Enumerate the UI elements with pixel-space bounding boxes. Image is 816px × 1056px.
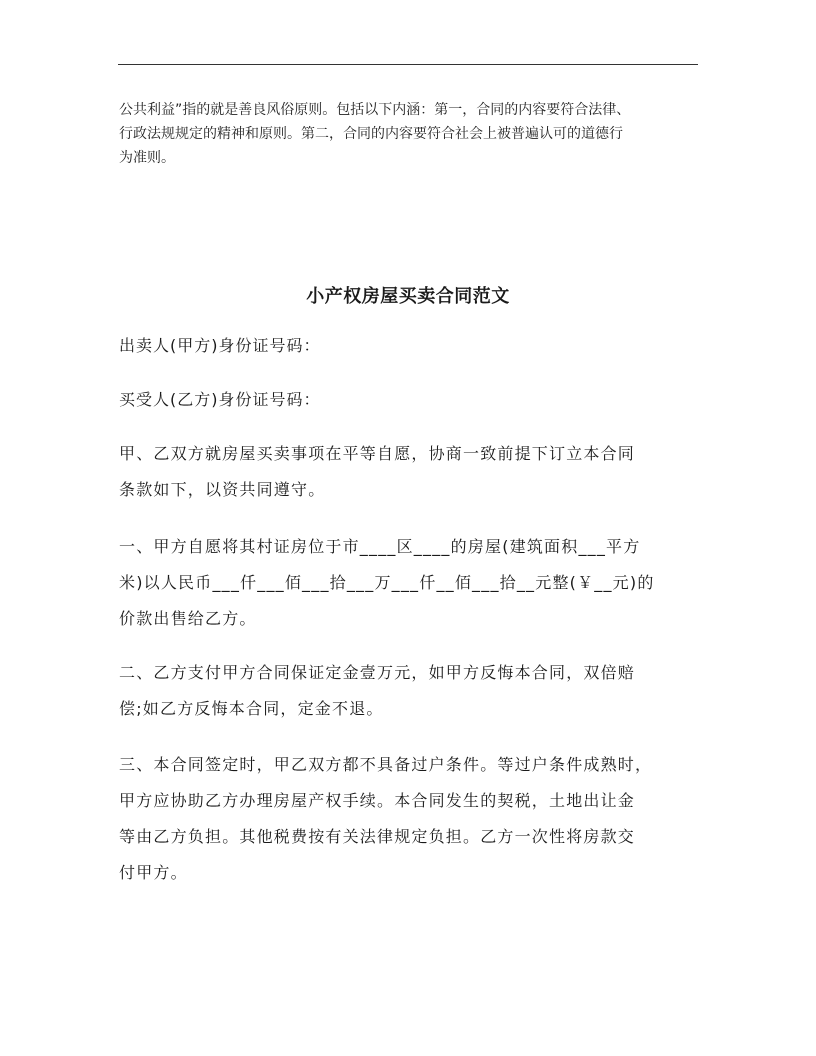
clause-3-line: 付甲方。: [119, 863, 188, 882]
previous-section-paragraph: [119, 98, 709, 170]
clause-3-line: 三、本合同签定时，甲乙双方都不具备过户条件。等过户条件成熟时，: [119, 755, 653, 774]
clause-3-line: 甲方应协助乙方办理房屋产权手续。本合同发生的契税，土地出让金: [119, 791, 636, 810]
header-rule: [118, 64, 698, 65]
clause-3-paragraph: [119, 747, 719, 891]
clause-2-line: 偿;如乙方反悔本合同，定金不退。: [119, 699, 384, 718]
buyer-id-line: 买受人(乙方)身份证号码：: [119, 390, 321, 409]
clause-2-line: 二、乙方支付甲方合同保证定金壹万元，如甲方反悔本合同，双倍赔: [119, 663, 636, 682]
preamble-paragraph: [119, 436, 719, 508]
clause-1-line: 一、甲方自愿将其村证房位于市____区____的房屋(建筑面积___平方: [119, 537, 641, 556]
preamble-line: 甲、乙双方就房屋买卖事项在平等自愿，协商一致前提下订立本合同: [119, 444, 636, 463]
clause-1-line: 价款出售给乙方。: [119, 609, 257, 628]
clause-1-paragraph: [119, 529, 719, 637]
clause-3-line: 等由乙方负担。其他税费按有关法律规定负担。乙方一次性将房款交: [119, 827, 636, 846]
preamble-line: 条款如下，以资共同遵守。: [119, 480, 326, 499]
clause-1-line: 米)以人民币___仟___佰___拾___万___仟__佰___拾__元整(￥__元)的: [119, 573, 655, 592]
clause-2-paragraph: [119, 655, 719, 727]
previous-section-line: 为准则。: [119, 150, 175, 166]
previous-section-line: 行政法规规定的精神和原则。第二，合同的内容要符合社会上被普遍认可的道德行: [119, 126, 623, 142]
seller-id-line: 出卖人(甲方)身份证号码：: [119, 336, 321, 355]
previous-section-line: 公共利益”指的就是善良风俗原则。包括以下内涵：第一，合同的内容要符合法律、: [119, 102, 631, 118]
document-title: 小产权房屋买卖合同范文: [306, 286, 510, 307]
